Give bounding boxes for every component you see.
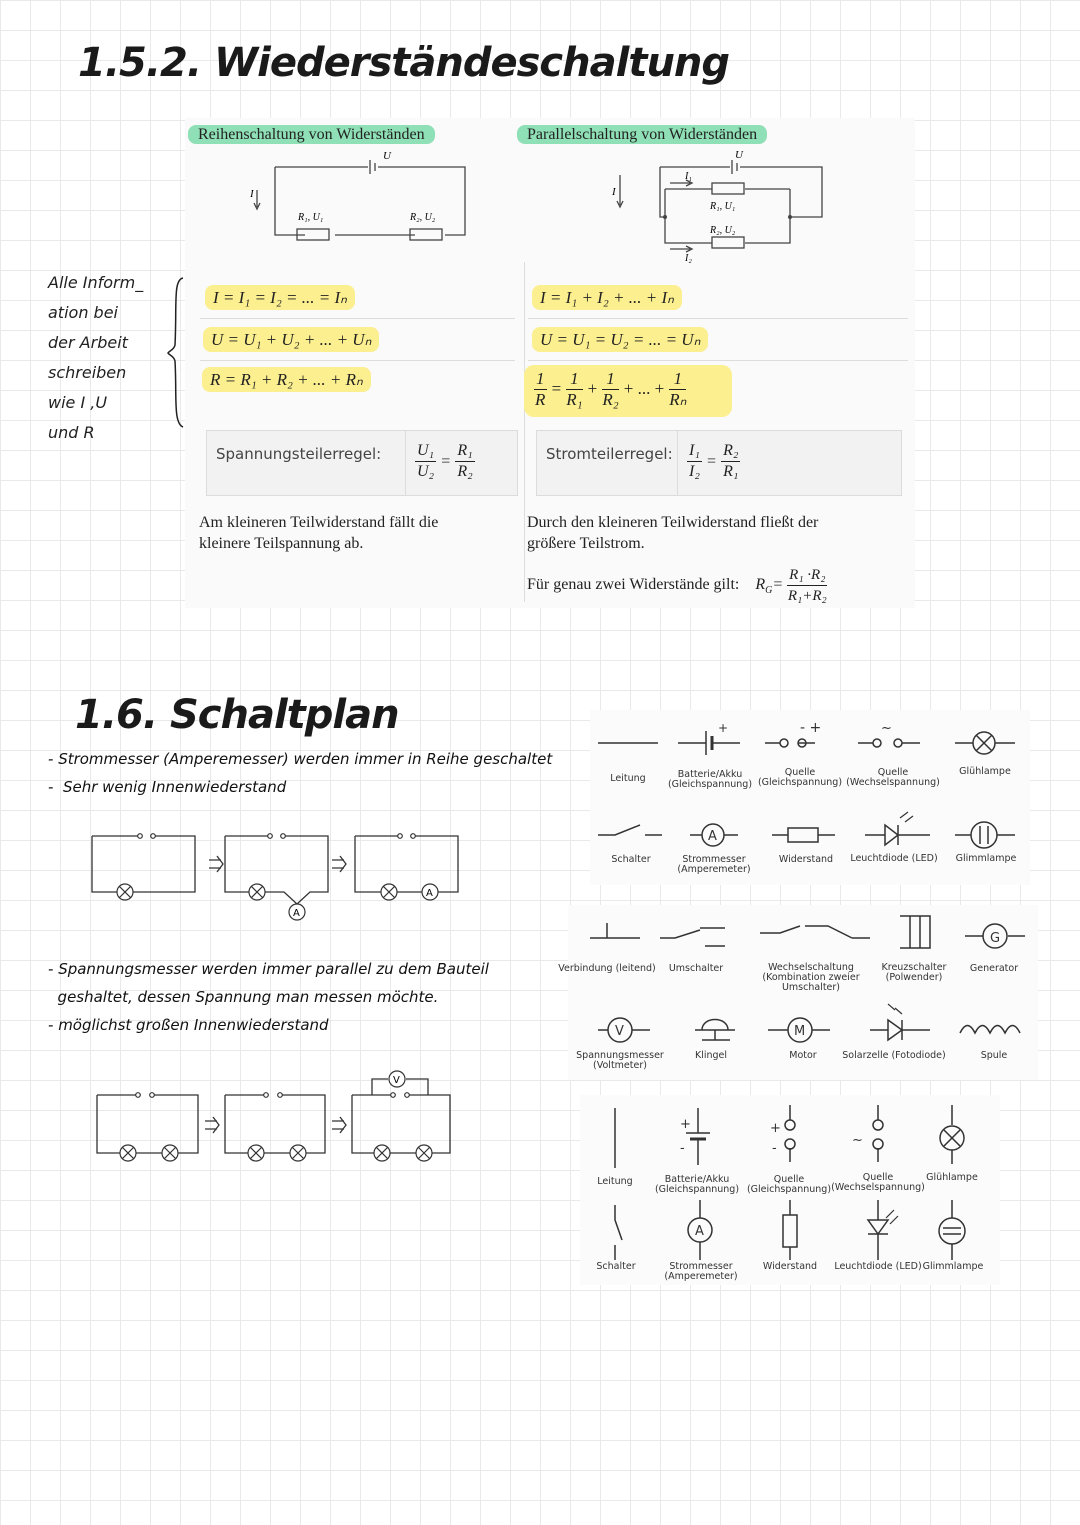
curly-brace [165, 275, 190, 430]
ammeter-icon: A [708, 829, 717, 844]
current-divider-box: Stromteilerregel: $\frac{\text{I₁}}{\text{I₂}}$ = $\frac{\text{R₂}}{\text{R₁}}$ [536, 430, 902, 496]
svg-text:R₁, U₁: R₁, U₁ [710, 201, 736, 212]
parallel-formula-resistance: $\frac{1}{R}$ = $\frac{1}{\text{R₁}}$ + $\frac{1}{\text{R₂}}$ + ... + $\frac{1}{\text{Rₙ}}$ [524, 365, 732, 417]
series-formula-current: I = I₁ = I₂ = ... = Iₙ [205, 288, 355, 308]
svg-text:A: A [426, 888, 433, 899]
section-title-resistors: 1.5.2. Wiederständeschaltung [78, 40, 730, 86]
voltmeter-circuits [90, 1065, 470, 1170]
svg-text:~: ~ [881, 721, 892, 736]
parallel-formula-current: I = I₁ + I₂ + ... + Iₙ [532, 288, 682, 308]
svg-text:~: ~ [852, 1133, 863, 1148]
svg-text:- +: - + [800, 720, 822, 736]
series-formula-voltage: U = U₁ + U₂ + ... + Uₙ [203, 330, 379, 350]
label-r1u1: R₁, U₁ [298, 212, 324, 223]
svg-text:I₂: I₂ [685, 253, 692, 264]
svg-text:+: + [770, 1121, 781, 1136]
svg-text:I: I [612, 186, 616, 198]
voltmeter-notes: - Spannungsmesser werden immer parallel zu dem Bauteil geshaltet, dessen Spannung man messen möchte. - möglichst großen Innenwiederstand [48, 960, 489, 1034]
generator-icon: G [990, 931, 1001, 946]
voltmeter-icon: V [615, 1024, 624, 1039]
series-heading: Reihenschaltung von Widerständen [188, 124, 435, 144]
svg-text:+: + [680, 1117, 691, 1132]
series-note: Am kleineren Teilwiderstand fällt die kleinere Teilspannung ab. [199, 514, 439, 552]
section-title-schaltplan: 1.6. Schaltplan [75, 692, 399, 738]
voltage-divider-box: Spannungsteilerregel: $\frac{\text{U₁}}{\text{U₂}}$ = $\frac{\text{R₁}}{\text{R₂}}$ [206, 430, 518, 496]
svg-text:R₂, U₂: R₂, U₂ [710, 225, 736, 236]
parallel-heading: Parallelschaltung von Widerständen [517, 124, 767, 144]
label-r2u2: R₂, U₂ [410, 212, 436, 223]
label-I: I [250, 188, 254, 200]
svg-text:-: - [772, 1141, 777, 1156]
two-resistors-note: Für genau zwei Widerstände gilt: $R_G=$ $\frac{\text{R₁ ·R₂}}{\text{R₁+R₂}}$ [527, 567, 827, 604]
svg-text:A: A [695, 1224, 704, 1239]
series-formula-resistance: R = R₁ + R₂ + ... + Rₙ [202, 370, 371, 390]
voltmeter-symbol: V [393, 1075, 400, 1086]
svg-text:U: U [735, 149, 743, 161]
svg-text:I₁: I₁ [685, 171, 692, 182]
svg-text:-: - [680, 1141, 685, 1156]
series-circuit-diagram [240, 145, 480, 245]
parallel-circuit-diagram [600, 145, 840, 265]
motor-icon: M [794, 1024, 806, 1039]
label-U: U [383, 150, 391, 162]
parallel-formula-voltage: U = U₁ = U₂ = ... = Uₙ [532, 330, 708, 350]
ammeter-symbol: A [293, 908, 300, 919]
side-note: Alle Inform_ ation bei der Arbeit schreiben wie I ,U und R [48, 273, 144, 442]
ammeter-circuits [85, 828, 470, 923]
parallel-note: Durch den kleineren Teilwiderstand fließt der größere Teilstrom. [527, 514, 819, 552]
svg-text:+: + [718, 721, 729, 735]
ammeter-notes: - Strommesser (Amperemesser) werden immer in Reihe geschaltet - Sehr wenig Innenwiederstand [48, 750, 553, 796]
